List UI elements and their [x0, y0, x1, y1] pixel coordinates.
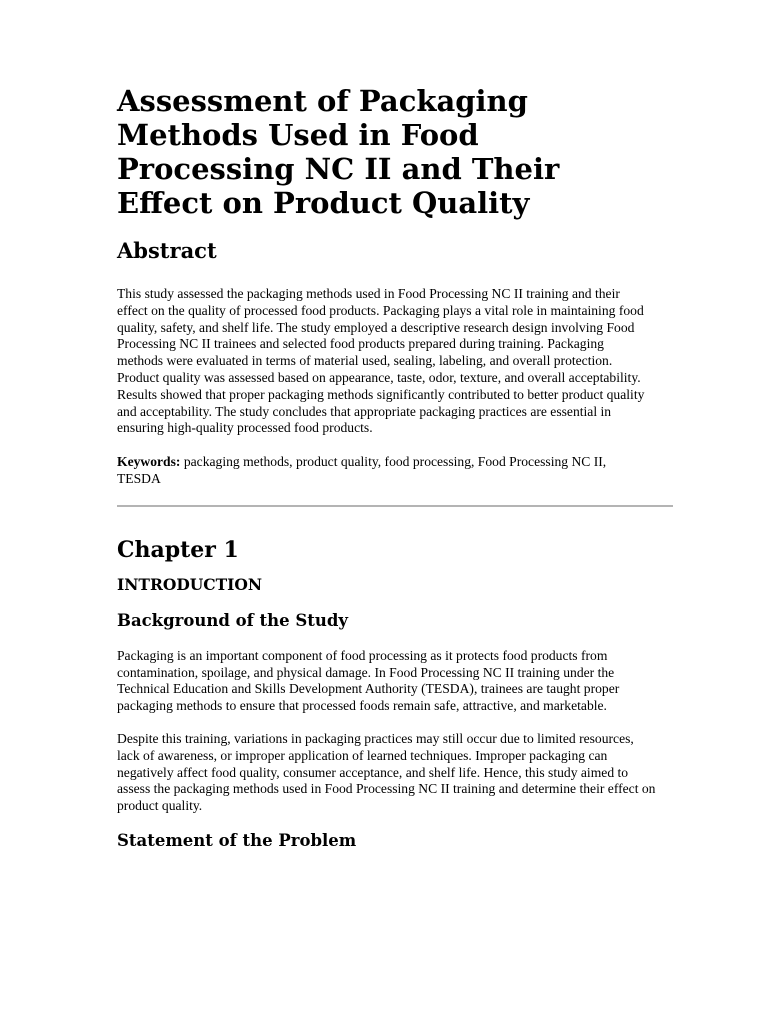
- background-heading: Background of the Study: [117, 610, 348, 630]
- problem-heading: Statement of the Problem: [117, 830, 357, 850]
- document-page: [117, 84, 677, 851]
- keywords-text: packaging methods, product quality, food processing, Food Processing NC II, TESDA: [117, 454, 607, 486]
- background-paragraph-1: Packaging is an important component of food processing as it protects food products from contamination, spoilage, and physical damage. In Food Processing NC II training under the Technical Education and Skills Development Authority (TESDA), trainees are taught proper packaging methods to ensure that processed foods remain safe, attractive, and marketable.: [117, 647, 620, 714]
- keywords-label: Keywords:: [117, 454, 181, 470]
- document-title: Assessment of Packaging Methods Used in Food Processing NC II and Their Effect on Product Quality: [117, 84, 560, 220]
- abstract-text: This study assessed the packaging methods used in Food Processing NC II training and their effect on the quality of processed food products. Packaging plays a vital role in maintaining food quality, safety, and shelf life. The study employed a descriptive research design involving Food Processing NC II trainees and selected food products prepared during training. Packaging methods were evaluated in terms of material used, sealing, labeling, and overall protection. Product quality was assessed based on appearance, taste, odor, texture, and overall acceptability. Results showed that proper packaging methods significantly contributed to better product quality and acceptability. The study concludes that appropriate packaging practices are essential in ensuring high-quality processed food products.: [117, 286, 645, 436]
- chapter-heading: Chapter 1: [117, 536, 239, 563]
- background-paragraph-2: Despite this training, variations in packaging practices may still occur due to limited resources, lack of awareness, or improper application of learned techniques. Improper packaging can negatively affect food quality, consumer acceptance, and shelf life. Hence, this study aimed to assess the packaging methods used in Food Processing NC II training and determine their effect on product quality.: [117, 730, 656, 814]
- keywords: [117, 454, 649, 488]
- introduction-heading: INTRODUCTION: [117, 574, 263, 594]
- section-divider: [117, 505, 673, 507]
- abstract-heading: Abstract: [117, 238, 217, 263]
